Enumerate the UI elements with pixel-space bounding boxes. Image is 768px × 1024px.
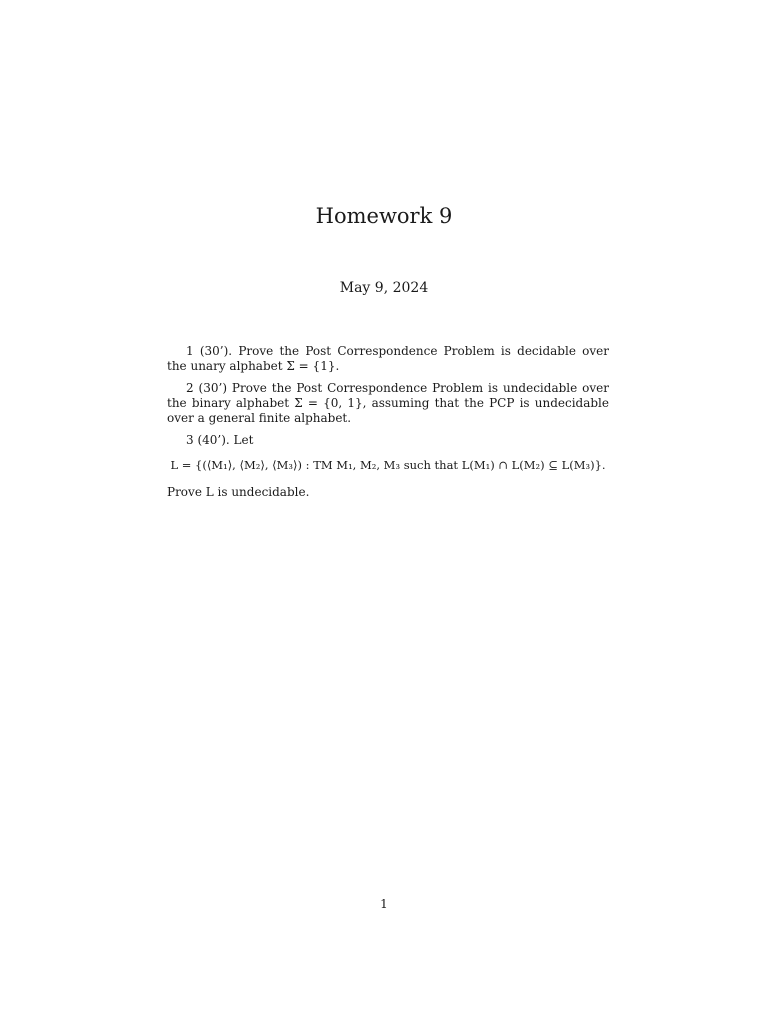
problem-2: 2 (30’) Prove the Post Correspondence Problem is undecidable over the binary alphabet Σ = {0, 1}, assuming that the PCP is undecidable over a general finite alphabet. (167, 381, 609, 425)
document-body (167, 344, 609, 500)
problem-3: 3 (40’). Let (186, 433, 254, 447)
display-equation: L = {(⟨M₁⟩, ⟨M₂⟩, ⟨M₃⟩) : TM M₁, M₂, M₃ such that L(M₁) ∩ L(M₂) ⊆ L(M₃)}. (170, 458, 606, 472)
document-date: May 9, 2024 (339, 280, 429, 296)
document-title: Homework 9 (315, 204, 453, 228)
closing-statement: Prove L is undecidable. (167, 485, 310, 499)
problem-1: 1 (30’). Prove the Post Correspondence Problem is decidable over the unary alphabet Σ = {1}. (167, 344, 609, 373)
page-number: 1 (380, 897, 388, 911)
